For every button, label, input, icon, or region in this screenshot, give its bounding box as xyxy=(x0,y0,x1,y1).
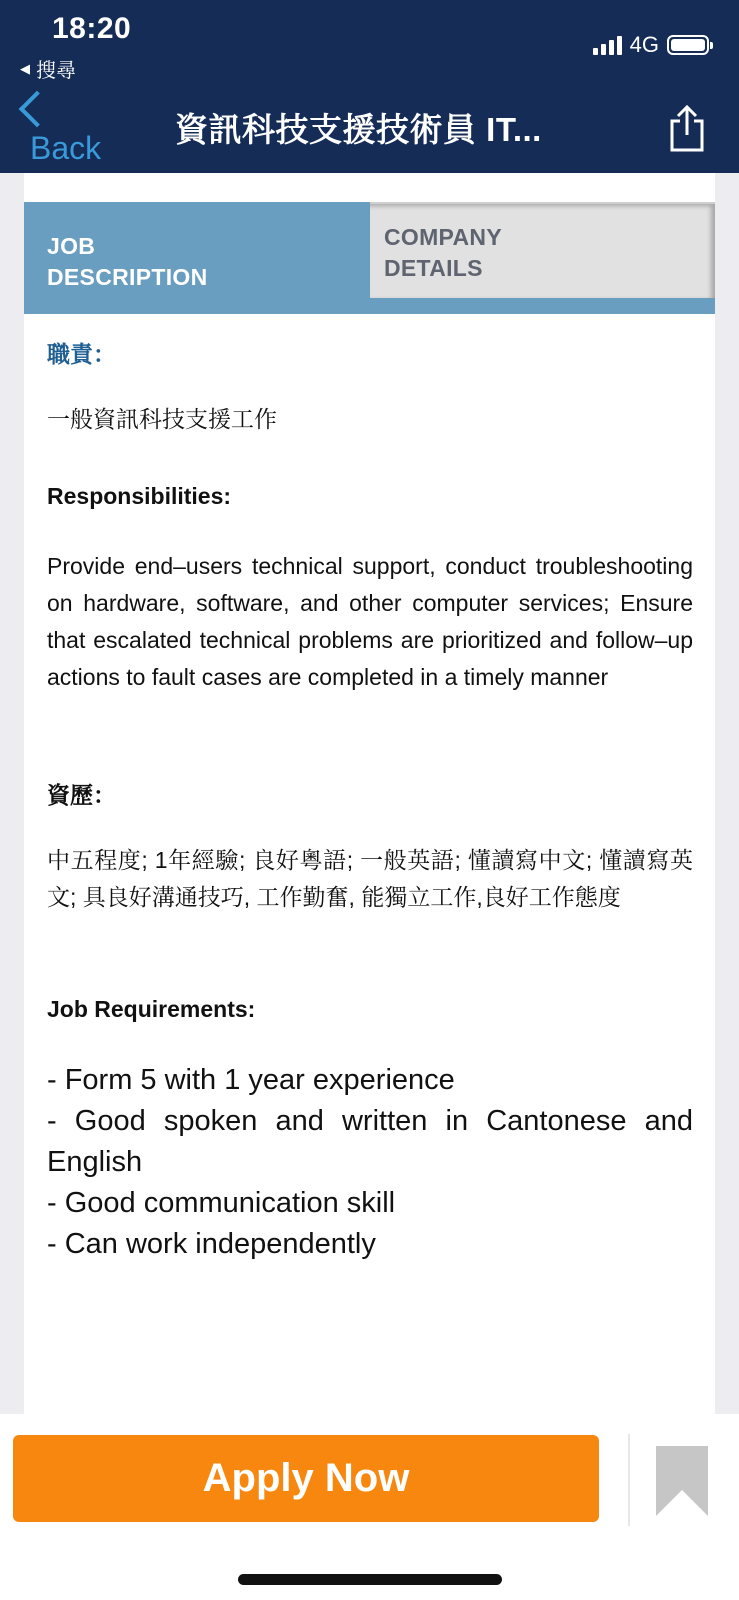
status-back-app-label: 搜尋 xyxy=(36,60,76,82)
responsibilities-heading: Responsibilities: xyxy=(47,483,232,509)
cellular-signal-icon xyxy=(593,35,622,55)
chevron-left-icon xyxy=(19,91,56,128)
requirement-item: - Can work independently xyxy=(47,1228,376,1260)
detail-tabs xyxy=(24,202,715,314)
home-indicator[interactable] xyxy=(238,1574,502,1585)
navigation-bar xyxy=(0,0,739,173)
tab-company-details[interactable] xyxy=(370,202,715,298)
page-title: 資訊科技支援技術員 IT... xyxy=(175,111,542,148)
bookmark-icon xyxy=(654,1444,710,1518)
back-button[interactable] xyxy=(14,84,124,164)
status-time: 18:20 xyxy=(52,12,132,45)
duties-heading-zh: 職責： xyxy=(47,341,116,367)
qualifications-text-zh: 中五程度; 1年經驗; 良好粵語; 一般英語; 懂讀寫中文; 懂讀寫英文; 具良好溝通技巧, 工作勤奮, 能獨立工作,良好工作態度 xyxy=(47,847,693,910)
requirement-item: - Good spoken and written in Cantonese and English xyxy=(47,1105,693,1178)
tab-company-details-line2: DETAILS xyxy=(384,255,483,281)
requirement-item: - Form 5 with 1 year experience xyxy=(47,1064,455,1096)
share-icon xyxy=(669,104,705,152)
back-triangle-icon: ◀ xyxy=(20,60,30,76)
network-type: 4G xyxy=(629,32,659,57)
apply-now-button[interactable]: Apply Now xyxy=(13,1435,599,1522)
duties-text-zh: 一般資訊科技支援工作 xyxy=(47,406,277,432)
tab-job-description[interactable] xyxy=(24,202,370,314)
qualifications-heading-zh: 資歷： xyxy=(47,782,116,808)
tab-job-description-line1: JOB xyxy=(47,233,96,259)
back-label: Back xyxy=(30,130,102,166)
bottom-action-bar xyxy=(0,1414,739,1600)
responsibilities-text: Provide end–users technical support, conduct troubleshooting on hardware, software, and other computer services; Ensure that escalated technical problems are prioritized and follow–up actions to fault cases are completed in a timely manner xyxy=(47,553,693,690)
tab-indicator-strip xyxy=(370,298,715,314)
requirements-heading: Job Requirements: xyxy=(47,996,256,1022)
share-button[interactable] xyxy=(669,104,705,152)
bookmark-button[interactable] xyxy=(654,1444,710,1518)
tab-job-description-line2: DESCRIPTION xyxy=(47,264,208,290)
job-detail-card xyxy=(24,173,715,1415)
action-divider xyxy=(628,1434,630,1526)
status-back-to-app[interactable] xyxy=(20,54,76,83)
requirements-list xyxy=(47,1060,693,1265)
battery-icon xyxy=(667,35,709,55)
tab-company-details-line1: COMPANY xyxy=(384,224,502,250)
requirement-item: - Good communication skill xyxy=(47,1187,396,1219)
status-indicators xyxy=(593,32,709,58)
